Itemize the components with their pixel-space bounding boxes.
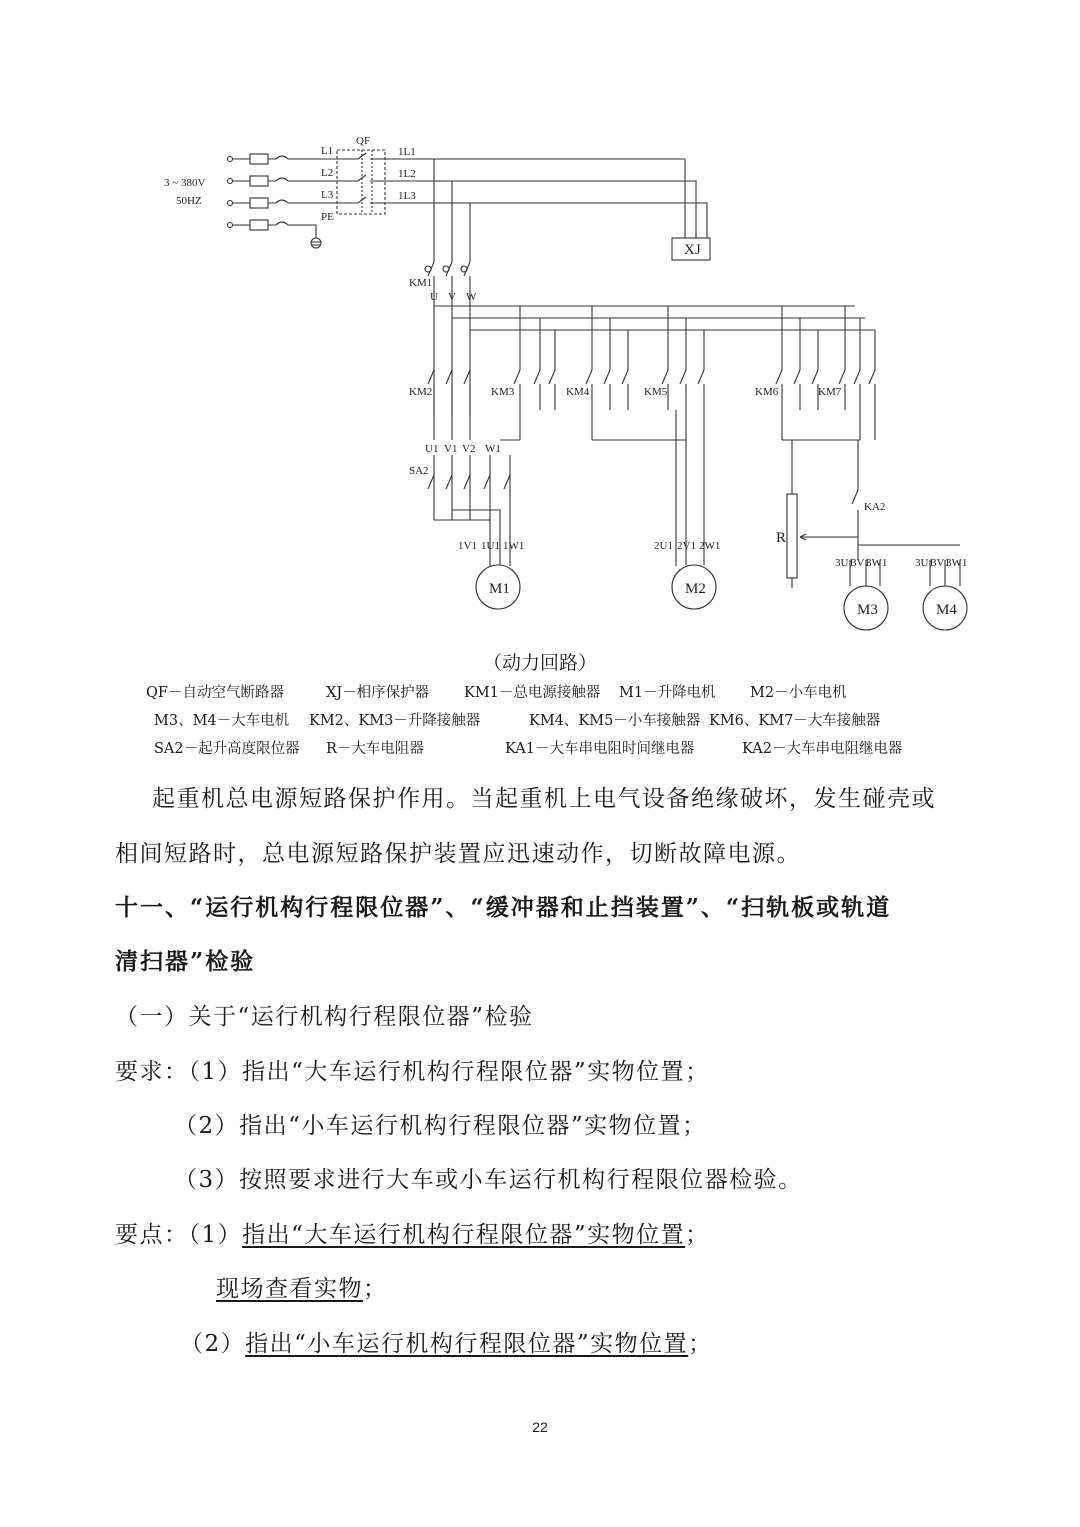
svg-text:KA2: KA2 <box>864 501 886 513</box>
svg-text:50HZ: 50HZ <box>176 195 202 207</box>
key-point-line: 现场查看实物； <box>216 1276 388 1302</box>
section-heading: 十一、“运行机构行程限位器”、“缓冲器和止挡装置”、“扫轨板或轨道 <box>115 894 892 921</box>
subsection-heading: （一）关于“运行机构行程限位器”检验 <box>115 1004 534 1030</box>
svg-text:1U1: 1U1 <box>481 540 500 552</box>
legend-item: SA2－起升高度限位器 <box>154 741 300 757</box>
svg-text:KM5: KM5 <box>644 386 668 398</box>
svg-text:1W1: 1W1 <box>503 540 525 552</box>
svg-text:3V1: 3V1 <box>931 557 950 569</box>
svg-text:1L1: 1L1 <box>398 146 416 158</box>
svg-text:L1: L1 <box>321 145 334 157</box>
svg-text:U: U <box>430 291 438 303</box>
legend-item: KM2、KM3－升降接触器 <box>309 713 481 729</box>
svg-text:W1: W1 <box>485 443 501 455</box>
svg-text:W: W <box>466 291 477 303</box>
requirement-line: 要求：（1）指出“大车运行机构行程限位器”实物位置； <box>115 1059 710 1085</box>
svg-text:L2: L2 <box>321 167 334 179</box>
page-number: 22 <box>532 1419 548 1435</box>
diagram-labels <box>164 135 967 618</box>
key-point-line: （2）指出“小车运行机构行程限位器”实物位置； <box>180 1331 713 1357</box>
section-heading: 清扫器”检验 <box>115 948 256 975</box>
svg-text:V2: V2 <box>462 443 476 455</box>
svg-text:KM4: KM4 <box>566 386 590 398</box>
svg-text:3W1: 3W1 <box>946 557 968 569</box>
legend-item: R－大车电阻器 <box>326 741 424 757</box>
svg-text:M3: M3 <box>857 602 878 618</box>
legend-item: KM6、KM7－大车接触器 <box>709 713 881 729</box>
svg-text:1L3: 1L3 <box>398 190 416 202</box>
svg-text:3V1: 3V1 <box>851 557 870 569</box>
svg-text:KM7: KM7 <box>818 386 842 398</box>
legend-item: M1－升降电机 <box>619 685 716 701</box>
svg-text:3 ~ 380V: 3 ~ 380V <box>164 177 206 189</box>
legend-item: XJ－相序保护器 <box>326 685 430 701</box>
legend-item: M3、M4－大车电机 <box>154 713 290 729</box>
legend-item: M2－小车电机 <box>750 685 847 701</box>
svg-text:PE: PE <box>321 211 334 223</box>
power-circuit-diagram <box>0 0 1080 640</box>
legend-item: QF－自动空气断路器 <box>146 685 284 701</box>
svg-text:M1: M1 <box>489 581 510 597</box>
svg-text:M2: M2 <box>685 581 706 597</box>
svg-text:2W1: 2W1 <box>699 540 721 552</box>
svg-text:1V1: 1V1 <box>458 540 477 552</box>
legend-item: KM4、KM5－小车接触器 <box>529 713 701 729</box>
requirement-line: （2）指出“小车运行机构行程限位器”实物位置； <box>174 1113 707 1139</box>
legend-item: KA1－大车串电阻时间继电器 <box>505 741 695 757</box>
requirement-line: （3）按照要求进行大车或小车运行机构行程限位器检验。 <box>174 1167 803 1193</box>
legend-item: KA2－大车串电阻继电器 <box>742 741 903 757</box>
svg-text:KM6: KM6 <box>755 386 779 398</box>
svg-text:XJ: XJ <box>684 242 701 258</box>
diagram-caption: （动力回路） <box>482 652 597 674</box>
svg-text:3U1: 3U1 <box>915 557 934 569</box>
svg-text:V: V <box>448 291 456 303</box>
svg-text:KM3: KM3 <box>491 386 515 398</box>
svg-text:2U1: 2U1 <box>654 540 673 552</box>
svg-text:V1: V1 <box>444 443 458 455</box>
svg-text:U1: U1 <box>425 443 439 455</box>
svg-text:2V1: 2V1 <box>677 540 696 552</box>
svg-text:QF: QF <box>356 135 371 147</box>
svg-text:3W1: 3W1 <box>866 557 888 569</box>
legend-item: KM1－总电源接触器 <box>464 685 601 701</box>
paragraph-line: 相间短路时，总电源短路保护装置应迅速动作，切断故障电源。 <box>115 841 801 867</box>
svg-text:R: R <box>776 530 787 546</box>
svg-text:3U1: 3U1 <box>835 557 854 569</box>
svg-text:M4: M4 <box>936 602 957 618</box>
svg-text:1L2: 1L2 <box>398 168 416 180</box>
svg-text:KM2: KM2 <box>409 386 433 398</box>
paragraph-line: 起重机总电源短路保护作用。当起重机上电气设备绝缘破坏，发生碰壳或 <box>152 786 936 812</box>
key-point-line: 要点：（1）指出“大车运行机构行程限位器”实物位置； <box>115 1222 710 1248</box>
svg-text:L3: L3 <box>321 189 334 201</box>
svg-text:KM1: KM1 <box>409 277 433 289</box>
svg-text:SA2: SA2 <box>409 465 429 477</box>
